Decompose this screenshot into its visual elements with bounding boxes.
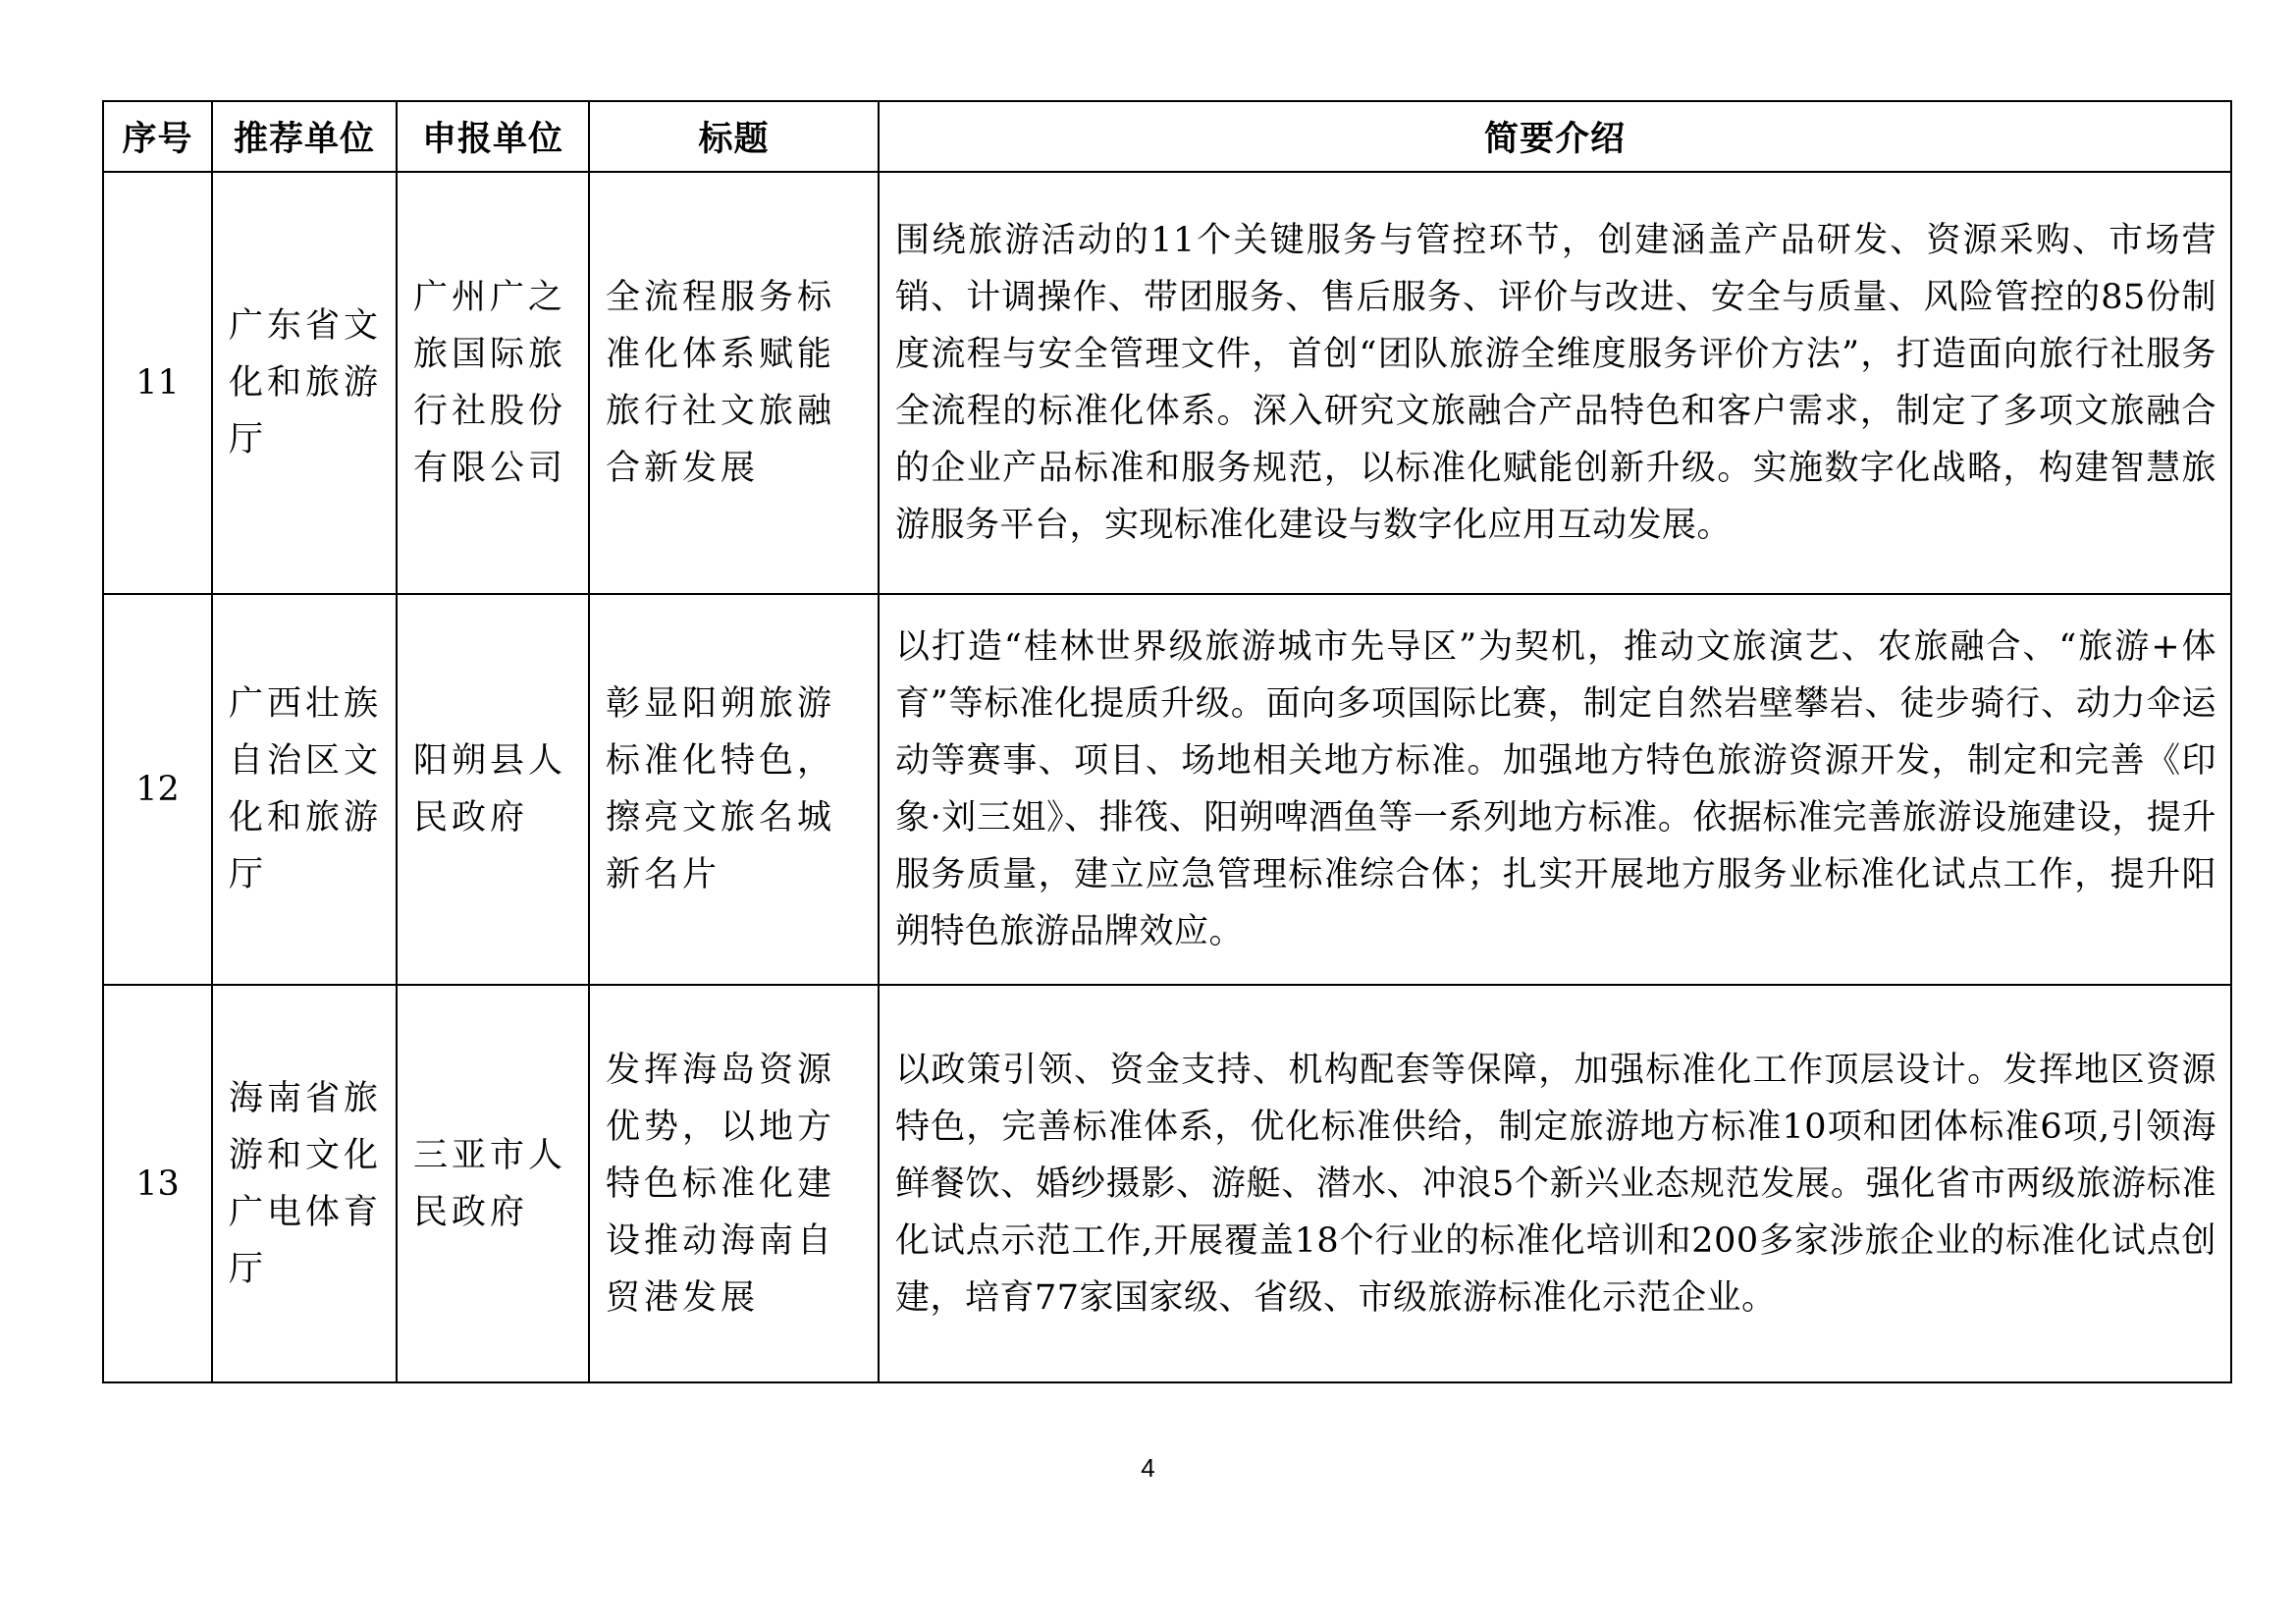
row-brief-introduction: 以政策引领、资金支持、机构配套等保障，加强标准化工作顶层设计。发挥地区资源特色，完善标准体系，优化标准供给，制定旅游地方标准10项和团体标准6项,引领海鲜餐饮、婚纱摄影、游艇、潜水、冲浪5个新兴业态规范发展。强化省市两级旅游标准化试点示范工作,开展覆盖18个行业的标准化培训和200多家涉旅企业的标准化试点创建，培育77家国家级、省级、市级旅游标准化示范企业。 bbox=[879, 985, 2231, 1382]
document-table-container bbox=[102, 100, 2232, 1383]
row-recommending-unit: 海南省旅游和文化广电体育厅 bbox=[212, 985, 397, 1382]
page-number: 4 bbox=[1141, 1453, 1155, 1483]
header-serial-number: 序号 bbox=[103, 101, 212, 172]
recommendation-table bbox=[102, 100, 2232, 1383]
row-serial-number: 11 bbox=[103, 172, 212, 594]
row-applicant-unit: 广州广之旅国际旅行社股份有限公司 bbox=[397, 172, 589, 594]
row-title: 全流程服务标准化体系赋能旅行社文旅融合新发展 bbox=[589, 172, 879, 594]
row-title: 发挥海岛资源优势，以地方特色标准化建设推动海南自贸港发展 bbox=[589, 985, 879, 1382]
row-recommending-unit: 广东省文化和旅游厅 bbox=[212, 172, 397, 594]
header-brief-introduction: 简要介绍 bbox=[879, 101, 2231, 172]
row-recommending-unit: 广西壮族自治区文化和旅游厅 bbox=[212, 594, 397, 985]
row-brief-introduction: 以打造“桂林世界级旅游城市先导区”为契机，推动文旅演艺、农旅融合、“旅游+体育”等标准化提质升级。面向多项国际比赛，制定自然岩壁攀岩、徒步骑行、动力伞运动等赛事、项目、场地相关地方标准。加强地方特色旅游资源开发，制定和完善《印象·刘三姐》、排筏、阳朔啤酒鱼等一系列地方标准。依据标准完善旅游设施建设，提升服务质量，建立应急管理标准综合体；扎实开展地方服务业标准化试点工作，提升阳朔特色旅游品牌效应。 bbox=[879, 594, 2231, 985]
header-title: 标题 bbox=[589, 101, 879, 172]
row-brief-introduction: 围绕旅游活动的11个关键服务与管控环节，创建涵盖产品研发、资源采购、市场营销、计调操作、带团服务、售后服务、评价与改进、安全与质量、风险管控的85份制度流程与安全管理文件，首创“团队旅游全维度服务评价方法”，打造面向旅行社服务全流程的标准化体系。深入研究文旅融合产品特色和客户需求，制定了多项文旅融合的企业产品标准和服务规范，以标准化赋能创新升级。实施数字化战略，构建智慧旅游服务平台，实现标准化建设与数字化应用互动发展。 bbox=[879, 172, 2231, 594]
row-serial-number: 12 bbox=[103, 594, 212, 985]
table-header-row bbox=[103, 101, 2231, 172]
row-serial-number: 13 bbox=[103, 985, 212, 1382]
table-row bbox=[103, 985, 2231, 1382]
row-applicant-unit: 阳朔县人民政府 bbox=[397, 594, 589, 985]
row-title: 彰显阳朔旅游标准化特色，擦亮文旅名城新名片 bbox=[589, 594, 879, 985]
header-recommending-unit: 推荐单位 bbox=[212, 101, 397, 172]
header-applicant-unit: 申报单位 bbox=[397, 101, 589, 172]
row-applicant-unit: 三亚市人民政府 bbox=[397, 985, 589, 1382]
table-row bbox=[103, 172, 2231, 594]
table-row bbox=[103, 594, 2231, 985]
